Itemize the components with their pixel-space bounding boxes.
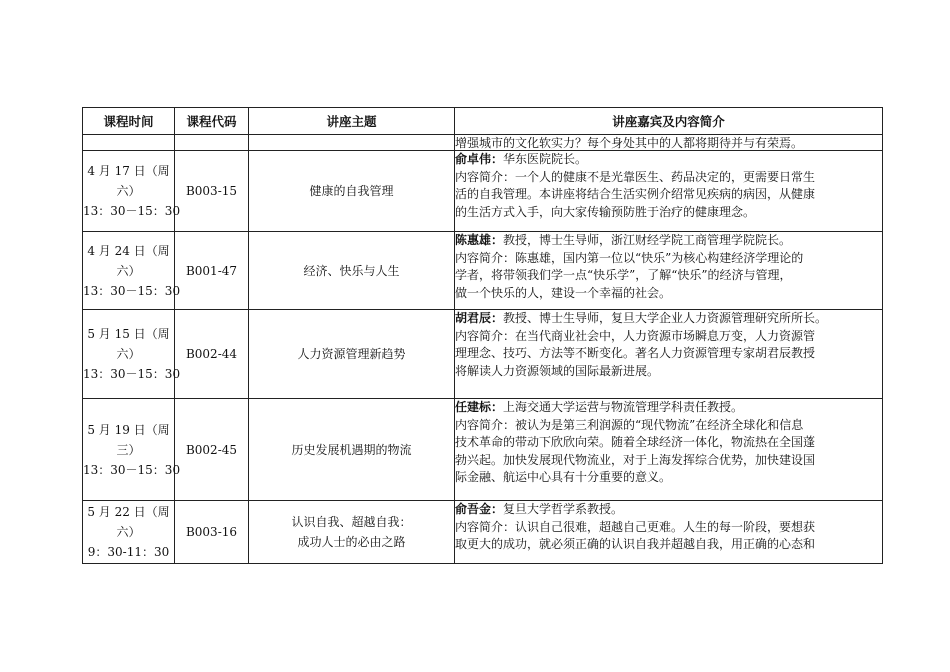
lecture-topic: 成功人士的必由之路: [297, 535, 406, 549]
intro-line: 际金融、航运中心具有十分重要的意义。: [455, 470, 672, 484]
continuation-empty-cell: [249, 135, 455, 151]
course-time-cell: [83, 501, 175, 564]
intro-line: 取更大的成功，就必须正确的认识自我并超越自我，用正确的心态和: [455, 537, 816, 551]
intro-line: 内容简介：陈惠雄，国内第一位以“快乐”为核心构建经济学理论的: [455, 250, 804, 265]
course-hours: 13：30－15：30: [83, 204, 181, 218]
header-lecture-topic: 讲座主题: [249, 108, 455, 135]
speaker-name: 任建标：: [455, 400, 504, 414]
course-weekday: 六）: [116, 347, 141, 361]
intro-line: 技术革命的带动下欣欣向荣。随着全球经济一体化，物流热在全国蓬: [455, 435, 816, 449]
intro-line: 活的自我管理。本讲座将结合生活实例介绍常见疾病的病因，从健康: [455, 187, 816, 201]
speaker-title: 复旦大学哲学系教授。: [503, 502, 624, 516]
table-row: [83, 310, 883, 399]
guest-intro-cell: [455, 310, 883, 399]
table-row: [83, 232, 883, 310]
guest-intro-cell: [455, 501, 883, 564]
course-time-cell: [83, 232, 181, 310]
speaker-name: 俞吾金：: [455, 502, 504, 516]
intro-line: 的生活方式入手，向大家传输预防胜于治疗的健康理念。: [455, 204, 756, 219]
speaker-title: 上海交通大学运营与物流管理学科责任教授。: [503, 400, 744, 414]
header-course-code: 课程代码: [175, 108, 249, 135]
continuation-empty-cell: [83, 135, 175, 151]
table-row: [83, 501, 883, 564]
course-weekday: 六）: [116, 263, 141, 278]
lecture-topic: 认识自我、超越自我：: [291, 515, 412, 529]
course-weekday: 三）: [116, 442, 141, 457]
guest-intro-cell: [455, 399, 883, 501]
speaker-title: 教授，博士生导师，浙江财经学院工商管理学院院长。: [503, 233, 792, 247]
lecture-topic-cell: [249, 232, 455, 310]
intro-line: 内容简介：认识自己很难，超越自己更难。人生的每一阶段，要想获: [455, 519, 816, 534]
course-date: 5 月 19 日（周: [87, 422, 170, 437]
lecture-topic-cell: [249, 399, 455, 501]
header-guest-and-intro: 讲座嘉宾及内容简介: [455, 108, 883, 135]
lecture-topic-cell: [249, 501, 455, 564]
table-header-row: [83, 108, 883, 135]
header-course-time: 课程时间: [83, 108, 175, 135]
course-time-cell: [83, 399, 181, 501]
speaker-title: 华东医院院长。: [503, 152, 588, 166]
intro-line: 内容简介：在当代商业社会中，人力资源市场瞬息万变，人力资源管: [455, 328, 816, 343]
speaker-name: 胡君辰：: [455, 311, 504, 325]
course-date: 5 月 22 日（周: [87, 505, 170, 519]
course-date: 5 月 15 日（周: [87, 327, 170, 341]
lecture-topic-cell: [249, 310, 455, 399]
lecture-topic: 人力资源管理新趋势: [297, 347, 406, 361]
lecture-topic: 历史发展机遇期的物流: [291, 442, 412, 457]
intro-line: 做一个快乐的人，建设一个幸福的社会。: [455, 285, 672, 300]
intro-line: 内容简介：被认为是第三利润源的“现代物流”在经济全球化和信息: [455, 417, 804, 432]
table-row: [83, 399, 883, 501]
course-code: B003-16: [175, 501, 249, 564]
lecture-topic-cell: [249, 151, 455, 232]
speaker-title: 教授、博士生导师，复旦大学企业人力资源管理研究所所长。: [503, 311, 828, 325]
course-hours: 13：30－15：30: [83, 367, 181, 381]
course-code: B002-44: [175, 310, 249, 399]
course-code: B002-45: [175, 399, 249, 501]
course-hours: 13：30－15：30: [83, 462, 181, 477]
continuation-text: 增强城市的文化软实力？每个身处其中的人都将期待并与有荣焉。: [455, 135, 883, 151]
course-time-cell: [83, 151, 181, 232]
intro-line: 勃兴起。加快发展现代物流业，对于上海发挥综合优势，加快建设国: [455, 452, 816, 467]
course-date: 4 月 17 日（周: [87, 164, 170, 178]
table-row: [83, 151, 883, 232]
course-schedule-table: [82, 107, 883, 564]
guest-intro-cell: [455, 151, 883, 232]
continuation-empty-cell: [175, 135, 249, 151]
course-code: B003-15: [175, 151, 249, 232]
guest-intro-cell: [455, 232, 883, 310]
continuation-row: [83, 135, 883, 151]
course-code: B001-47: [175, 232, 249, 310]
intro-line: 理理念、技巧、方法等不断变化。著名人力资源管理专家胡君辰教授: [455, 346, 816, 360]
intro-line: 学者，将带领我们学一点“快乐学”，了解“快乐”的经济与管理，: [455, 268, 792, 282]
course-date: 4 月 24 日（周: [87, 243, 170, 258]
course-time-cell: [83, 310, 181, 399]
intro-line: 将解读人力资源领域的国际最新进展。: [455, 363, 660, 378]
course-weekday: 六）: [116, 525, 141, 539]
lecture-topic: 经济、快乐与人生: [303, 263, 400, 278]
course-hours: 13：30－15：30: [83, 283, 181, 298]
course-hours: 9：30-11：30: [87, 545, 170, 559]
speaker-name: 俞卓伟：: [455, 152, 504, 166]
intro-line: 内容简介：一个人的健康不是光靠医生、药品决定的，更需要日常生: [455, 169, 816, 184]
speaker-name: 陈惠雄：: [455, 233, 504, 247]
course-weekday: 六）: [116, 184, 141, 198]
lecture-topic: 健康的自我管理: [309, 184, 394, 198]
